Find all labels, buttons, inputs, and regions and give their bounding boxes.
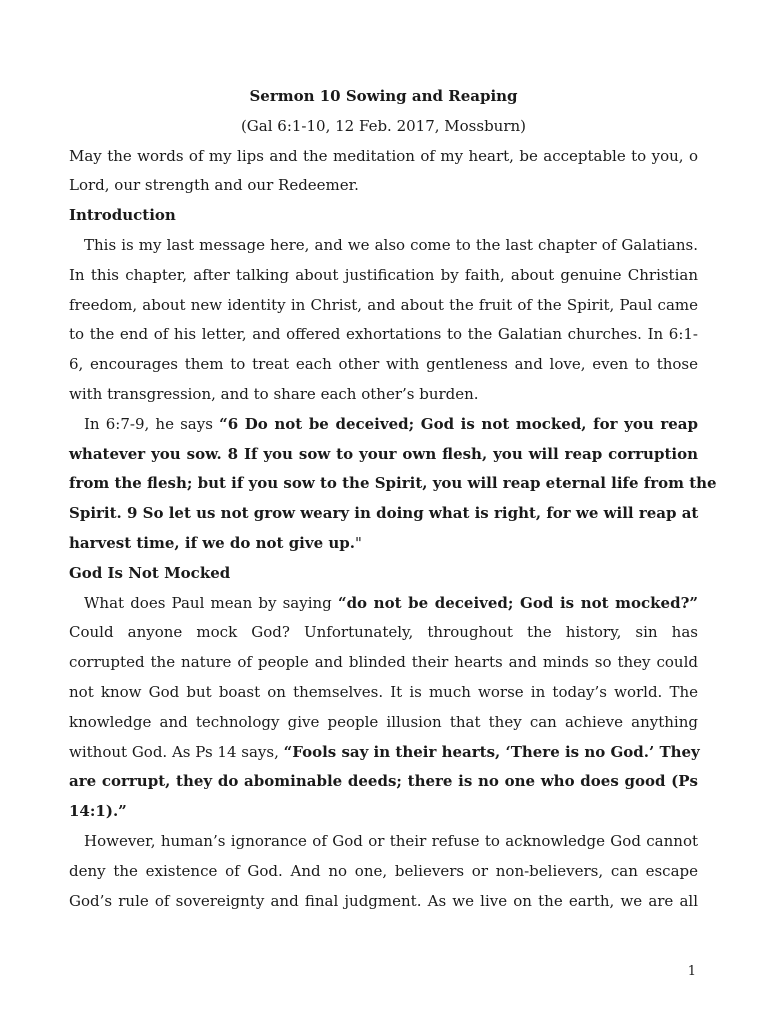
- quote-line-1: “6 Do not be deceived; God is not mocked, for you reap: [219, 414, 698, 433]
- mocked-line-1-quote: “do not be deceived; God is not mocked?”: [337, 593, 698, 612]
- mocked-line-1: [69, 589, 698, 619]
- mocked-line-8: 14:1).”: [69, 802, 127, 821]
- section-heading-god-not-mocked: God Is Not Mocked: [69, 563, 231, 582]
- intro-line-6: with transgression, and to share each other’s burden.: [69, 384, 479, 403]
- quote-line-4: Spirit. 9 So let us not grow weary in doing what is right, for we will reap at: [69, 504, 699, 523]
- section-heading-introduction: Introduction: [69, 206, 176, 225]
- quote-intro-line: [69, 410, 698, 440]
- quote-end-mark: ": [354, 533, 362, 552]
- quote-line-5: harvest time, if we do not give up.: [69, 533, 355, 552]
- quote-line-2: whatever you sow. 8 If you sow to your own flesh, you will reap corruption: [69, 444, 698, 463]
- sermon-title: Sermon 10 Sowing and Reaping: [249, 87, 518, 105]
- intro-line-4: to the end of his letter, and offered exhortations to the Galatian churches. In 6:1-: [69, 325, 698, 344]
- mocked-line-5: knowledge and technology give people illusion that they can achieve anything: [69, 712, 698, 731]
- quote-intro-text: In 6:7-9, he says: [84, 414, 220, 433]
- prayer-line-1: May the words of my lips and the meditation of my heart, be acceptable to you, o: [69, 146, 698, 165]
- mocked-line-6: [69, 738, 698, 768]
- quote-line-5-wrap: [69, 529, 698, 559]
- scripture-reference: (Gal 6:1-10, 12 Feb. 2017, Mossburn): [240, 116, 527, 135]
- ignorance-line-2: deny the existence of God. And no one, believers or non-believers, can escape: [69, 861, 698, 880]
- intro-line-2: In this chapter, after talking about justification by faith, about genuine Christian: [69, 265, 698, 284]
- mocked-line-7: are corrupt, they do abominable deeds; there is no one who does good (Ps: [69, 772, 698, 791]
- mocked-line-6-quote: “Fools say in their hearts, ‘There is no God.’ They: [283, 742, 700, 761]
- intro-line-1: This is my last message here, and we also come to the last chapter of Galatians.: [84, 235, 698, 254]
- page-number: 1: [687, 964, 696, 979]
- ignorance-line-3: God’s rule of sovereignty and final judgment. As we live on the earth, we are all: [69, 891, 698, 910]
- intro-line-5: 6, encourages them to treat each other with gentleness and love, even to those: [69, 355, 698, 374]
- mocked-line-1-text: What does Paul mean by saying: [84, 593, 338, 612]
- mocked-line-6-text: without God. As Ps 14 says,: [69, 742, 284, 761]
- quote-line-3: from the flesh; but if you sow to the Spirit, you will reap eternal life from the: [69, 474, 717, 493]
- mocked-line-4: not know God but boast on themselves. It is much worse in today’s world. The: [69, 682, 698, 701]
- prayer-line-2: Lord, our strength and our Redeemer.: [69, 176, 359, 195]
- mocked-line-2: Could anyone mock God? Unfortunately, throughout the history, sin has: [69, 623, 698, 642]
- document-page: [69, 82, 717, 916]
- ignorance-line-1: However, human’s ignorance of God or their refuse to acknowledge God cannot: [84, 831, 698, 850]
- mocked-line-3: corrupted the nature of people and blinded their hearts and minds so they could: [69, 653, 698, 672]
- intro-line-3: freedom, about new identity in Christ, and about the fruit of the Spirit, Paul came: [69, 295, 698, 314]
